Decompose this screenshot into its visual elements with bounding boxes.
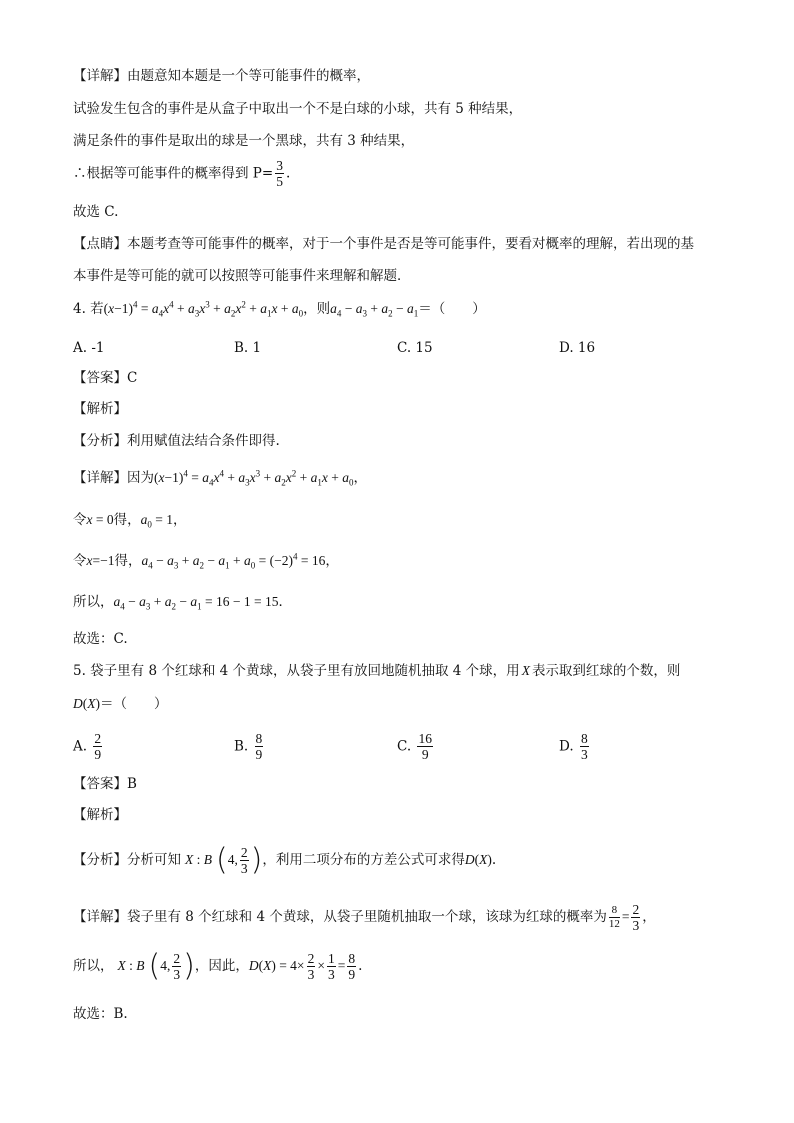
q4-detail: 【详解】因为$(x-1)^4 = a_4x^4 + a_3x^3 + a_2x^2 + a_1x + a_0$， [73,468,367,488]
q4-equation: $(x-1)^4 = a_4x^4 + a_3x^3 + a_2x^2 + a_1x + a_0$ [103,299,304,319]
q4-let-xneg1: 令x=−1得，$a_4 - a_3 + a_2 - a_1 + a_0 = (-2)^4 = 16$， [73,551,339,571]
p3-choose: 故选 C. [73,204,119,220]
p3-detail-line2: 试验发生包含的事件是从盒子中取出一个不是白球的小球，共有 5 种结果， [73,101,523,117]
q4-stem: 4. 若$(x-1)^4 = a_4x^4 + a_3x^3 + a_2x^2 + a_1x + a_0$，则$a_4 - a_3 + a_2 - a_1=$（ ） [73,299,486,319]
p3-comment-line2: 本事件是等可能的就可以按照等可能事件来理解和解题． [73,268,411,284]
q5-option-a: A. $\frac{2}{9}$ [73,731,102,762]
q4-fenxi: 【分析】利用赋值法结合条件即得. [73,433,280,449]
answer-value: C [127,370,138,386]
answer-label: 【答案】 [73,370,127,386]
q4-target-expression: $a_4 - a_3 + a_2 - a_1$ [330,301,419,319]
q4-option-b: B. 1 [234,340,262,356]
answer-label: 【答案】 [73,776,127,792]
fraction: $\frac{3}{5}$ [276,158,283,189]
q5-option-b: B. $\frac{8}{9}$ [234,731,263,762]
p3-detail-line4: ∴根据等可能事件的概率得到 P= $\frac{3}{5}$ . [73,158,291,189]
q4-option-d: D. 16 [559,340,596,356]
p3-detail-line3: 满足条件的事件是取出的球是一个黑球，共有 3 种结果， [73,133,415,149]
q4-option-a: A. -1 [73,340,105,356]
q4-option-c: C. 15 [397,340,433,356]
q4-answer [73,368,137,388]
q5-detail: 【详解】袋子里有 8 个红球和 4 个黄球，从袋子里随机抽取一个球，该球为红球的概率为 $\frac{8}{12}$ = $\frac{2}{3}$ ， [73,902,656,933]
q4-so: 所以，$a_4 - a_3 + a_2 - a_1 = 16 - 1 = 15$． [73,594,292,612]
q4-choose: 故选：C. [73,631,128,647]
q5-option-d: D. $\frac{8}{3}$ [559,731,588,762]
q5-option-c: C. $\frac{16}{9}$ [397,731,432,762]
q5-so: 所以， X : B (4, $\frac{2}{3}$ )，因此，D(X) = 4× $\frac{2}{3}$ × $\frac{1}{3}$ = $\frac{8}{9}$ . [73,948,363,984]
comment-label: 【点睛】 [73,236,127,252]
q5-stem-line1: 5. 袋子里有 8 个红球和 4 个黄球，从袋子里有放回地随机抽取 4 个球，用 X 表示取到红球的个数，则 [73,663,681,679]
p3-detail-line1: 【详解】由题意知本题是一个等可能事件的概率， [73,68,370,84]
q5-choose: 故选：B. [73,1006,128,1022]
q4-analysis-label: 【解析】 [73,401,127,417]
answer-value: B [127,776,137,792]
q5-analysis-label: 【解析】 [73,807,127,823]
q5-stem-line2: D(X)＝（ ） [73,696,168,712]
detail-label: 【详解】 [73,68,127,84]
q5-answer [73,774,137,794]
p3-comment-line1: 【点睛】本题考查等可能事件的概率，对于一个事件是否是等可能事件，要看对概率的理解，若出现的基 [73,236,694,252]
q4-let-x0: 令x = 0得，$a_0 = 1$， [73,512,187,530]
q5-fenxi: 【分析】分析可知 X : B (4, $\frac{2}{3}$ )，利用二项分布的方差公式可求得D(X). [73,842,497,878]
